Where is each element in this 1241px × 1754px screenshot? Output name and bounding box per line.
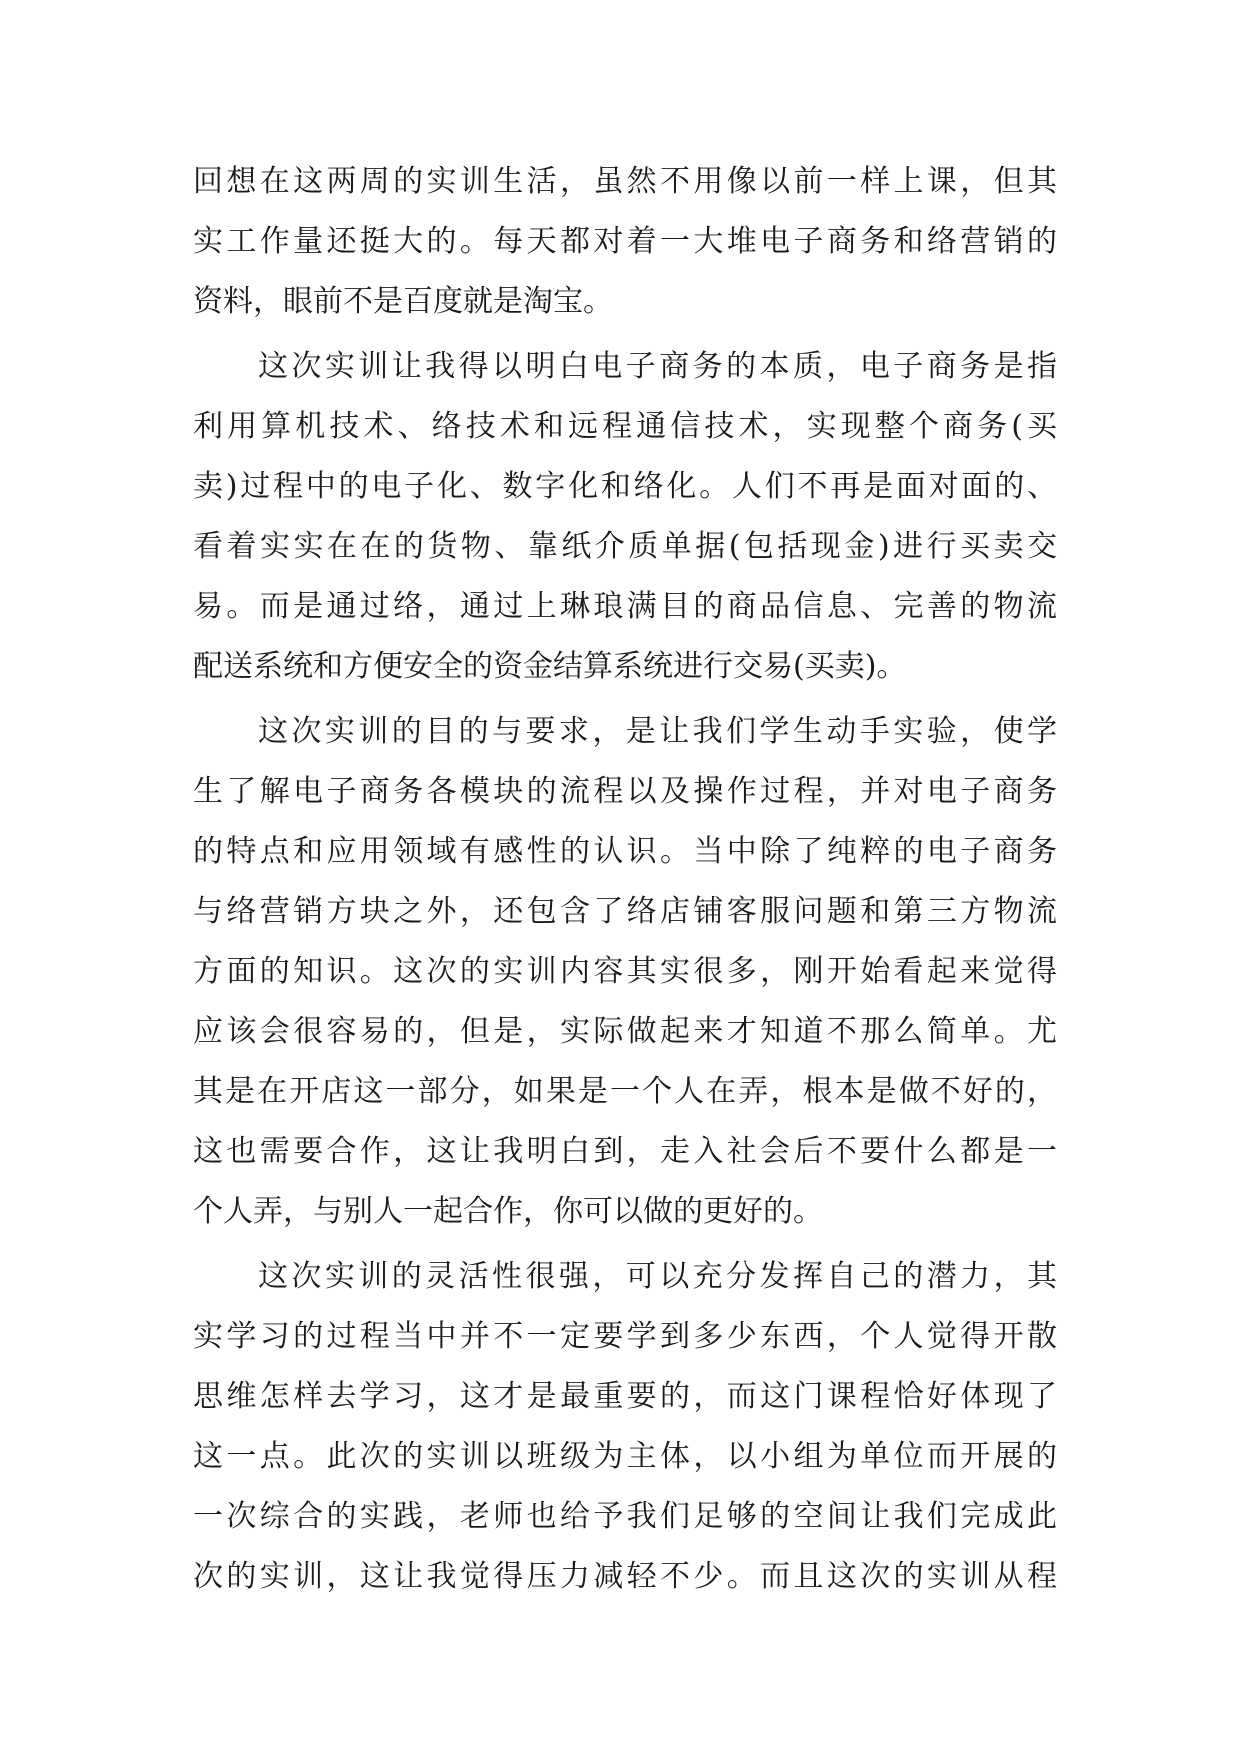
text-line: 资料，眼前不是百度就是淘宝。 <box>193 284 613 319</box>
text-line: 配送系统和方便安全的资金结算系统进行交易(买卖)。 <box>193 649 907 684</box>
text-line: 这次实训让我得以明白电子商务的本质，电子商务是指 <box>258 349 1057 384</box>
text-line: 个人弄，与别人一起合作，你可以做的更好的。 <box>193 1194 823 1229</box>
text-line: 卖)过程中的电子化、数字化和络化。人们不再是面对面的、 <box>193 469 1057 504</box>
paragraph <box>193 337 1057 697</box>
text-line: 次的实训，这让我觉得压力减轻不少。而且这次的实训从程 <box>193 1559 1057 1594</box>
text-line: 其是在开店这一部分，如果是一个人在弄，根本是做不好的， <box>193 1074 1057 1109</box>
text-line: 的特点和应用领域有感性的认识。当中除了纯粹的电子商务 <box>193 834 1057 869</box>
text-line: 与络营销方块之外，还包含了络店铺客服问题和第三方物流 <box>193 894 1057 929</box>
paragraph <box>193 1247 1057 1607</box>
paragraph <box>193 152 1057 332</box>
text-line: 这也需要合作，这让我明白到，走入社会后不要什么都是一 <box>193 1134 1057 1169</box>
text-line: 实工作量还挺大的。每天都对着一大堆电子商务和络营销的 <box>193 224 1057 259</box>
document-body <box>193 152 1057 1612</box>
paragraph <box>193 702 1057 1242</box>
text-line: 一次综合的实践，老师也给予我们足够的空间让我们完成此 <box>193 1499 1057 1534</box>
text-line: 方面的知识。这次的实训内容其实很多，刚开始看起来觉得 <box>193 954 1057 989</box>
text-line: 应该会很容易的，但是，实际做起来才知道不那么简单。尤 <box>193 1014 1057 1049</box>
text-line: 利用算机技术、络技术和远程通信技术，实现整个商务(买 <box>193 409 1057 444</box>
text-line: 实学习的过程当中并不一定要学到多少东西，个人觉得开散 <box>193 1319 1057 1354</box>
text-line: 这次实训的目的与要求，是让我们学生动手实验，使学 <box>258 714 1057 749</box>
text-line: 生了解电子商务各模块的流程以及操作过程，并对电子商务 <box>193 774 1057 809</box>
text-line: 易。而是通过络，通过上琳琅满目的商品信息、完善的物流 <box>193 589 1057 624</box>
text-line: 思维怎样去学习，这才是最重要的，而这门课程恰好体现了 <box>193 1379 1057 1414</box>
text-line: 回想在这两周的实训生活，虽然不用像以前一样上课，但其 <box>193 164 1057 199</box>
text-line: 这一点。此次的实训以班级为主体，以小组为单位而开展的 <box>193 1439 1057 1474</box>
text-line: 这次实训的灵活性很强，可以充分发挥自己的潜力，其 <box>258 1259 1057 1294</box>
text-line: 看着实实在在的货物、靠纸介质单据(包括现金)进行买卖交 <box>193 529 1057 564</box>
